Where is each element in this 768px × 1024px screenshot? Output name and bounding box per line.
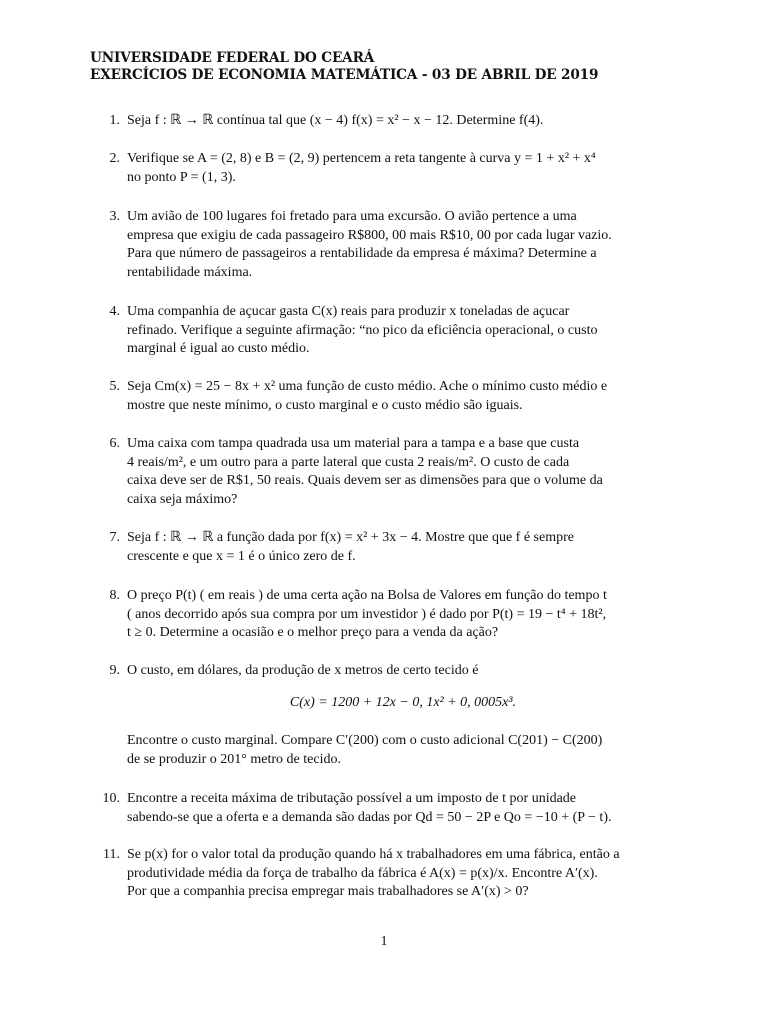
exercise-number: 9.: [109, 663, 120, 678]
exercise-text: O custo, em dólares, da produção de x metros de certo tecido é: [127, 663, 479, 678]
exercise-number: 4.: [109, 304, 120, 319]
exercise-number: 10.: [102, 791, 120, 806]
cost-function-equation: C(x) = 1200 + 12x − 0, 1x² + 0, 0005x³.: [289, 695, 517, 710]
exercise-text: Um avião de 100 lugares foi fretado para uma excursão. O avião pertence a uma empresa que exigiu de cada passageiro R$800, 00 mais R$10, 00 por cada lugar vazio. Para que número de passageiros a rentabilidade da empresa é máxima? Determine a rentabilidade máxima.: [127, 209, 612, 280]
exercise-text: Seja f : ℝ → ℝ a função dada por f(x) = x² + 3x − 4. Mostre que que f é sempre crescente e que x = 1 é o único zero de f.: [127, 530, 574, 564]
exercise-text: Seja f : ℝ → ℝ contínua tal que (x − 4) f(x) = x² − x − 12. Determine f(4).: [127, 113, 544, 128]
page-number: 1: [380, 934, 388, 949]
exercise-text: Encontre a receita máxima de tributação possível a um imposto de t por unidade sabendo-se que a oferta e a demanda são dadas por Qd = 50 − 2P e Qo = −10 + (P − t).: [127, 791, 612, 825]
exercise-text: Seja Cm(x) = 25 − 8x + x² uma função de custo médio. Ache o mínimo custo médio e mostre que neste mínimo, o custo marginal e o custo médio são iguais.: [127, 379, 608, 413]
exercise-text-continued: Encontre o custo marginal. Compare C′(200) com o custo adicional C(201) − C(200) de se produzir o 201° metro de tecido.: [127, 733, 603, 767]
exercise-text: Se p(x) for o valor total da produção quando há x trabalhadores em uma fábrica, então a produtividade média da força de trabalho da fábrica é A(x) = p(x)/x. Encontre A′(x). Por que a companhia precisa empregar mais trabalhadores se A′(x) > 0?: [127, 847, 620, 899]
exercise-text: Uma companhia de açucar gasta C(x) reais para produzir x toneladas de açucar refinado. Verifique a seguinte afirmação: “no pico da eficiência operacional, o custo marginal é igual ao custo médio.: [127, 304, 598, 356]
exercise-number: 6.: [109, 436, 120, 451]
exercise-number: 8.: [109, 588, 120, 603]
exercise-number: 1.: [109, 113, 120, 128]
exercise-sheet-title: EXERCÍCIOS DE ECONOMIA MATEMÁTICA - 03 DE ABRIL DE 2019: [90, 67, 599, 83]
exercise-text: Uma caixa com tampa quadrada usa um material para a tampa e a base que custa 4 reais/m², e um outro para a parte lateral que custa 2 reais/m². O custo de cada caixa deve ser de R$1, 50 reais. Quais devem ser as dimensões para que o volume da caixa seja máximo?: [127, 436, 603, 507]
exercise-number: 3.: [109, 209, 120, 224]
exercise-number: 5.: [109, 379, 120, 394]
exercise-number: 7.: [109, 530, 120, 545]
exercise-text: Verifique se A = (2, 8) e B = (2, 9) pertencem a reta tangente à curva y = 1 + x² + x⁴ no ponto P = (1, 3).: [127, 151, 596, 185]
exercise-number: 2.: [109, 151, 120, 166]
exercise-number: 11.: [103, 847, 120, 862]
exercise-text: O preço P(t) ( em reais ) de uma certa ação na Bolsa de Valores em função do tempo t ( anos decorrido após sua compra por um investidor ) é dado por P(t) = 19 − t⁴ + 18t², t ≥ 0. Determine a ocasião e o melhor preço para a venda da ação?: [127, 588, 607, 640]
university-title: UNIVERSIDADE FEDERAL DO CEARÁ: [90, 50, 375, 66]
